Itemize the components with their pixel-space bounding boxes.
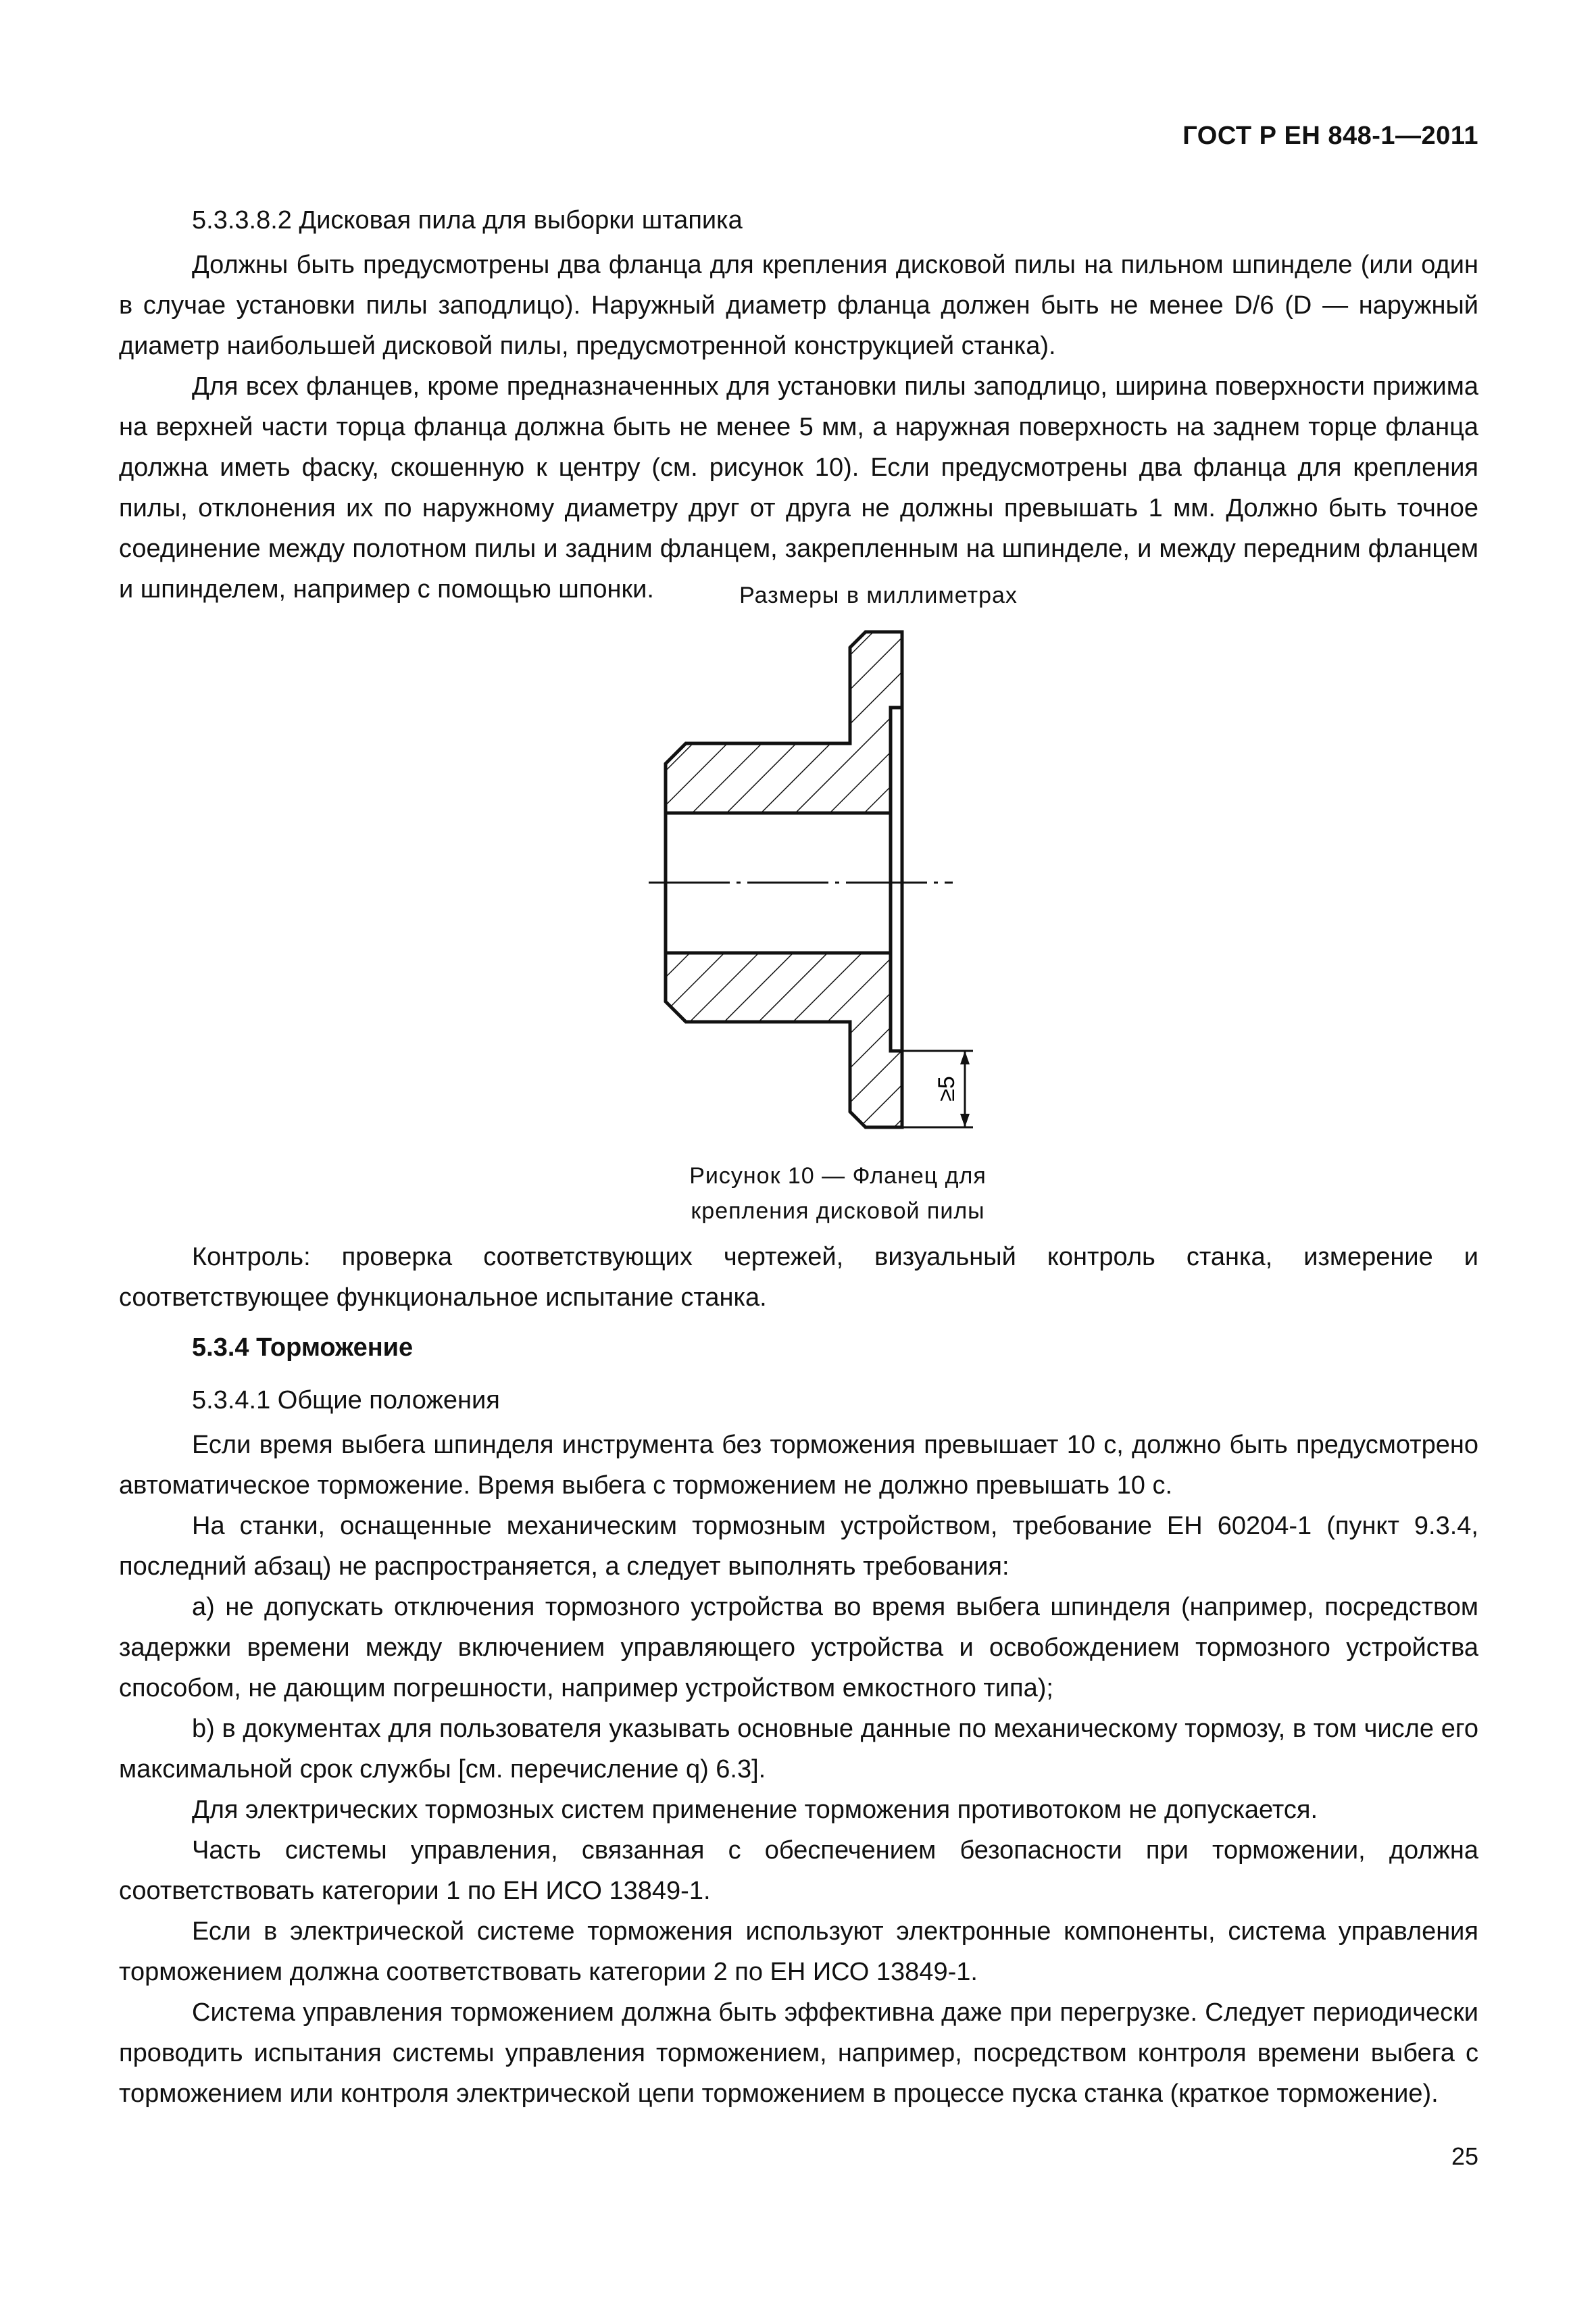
paragraph: Система управления торможением должна быть эффективна даже при перегрузке. Следует периодически проводить испытания системы управления торможением, например, посредством контроля времени выбега с торможением или контроля электрической цепи торможением в процессе пуска станка (краткое торможение). <box>119 1998 1478 2108</box>
section-title: 5.3.3.8.2 Дисковая пила для выборки штапика <box>192 206 743 235</box>
caption-line: крепления дисковой пилы <box>691 1198 985 1224</box>
document-standard-header: ГОСТ Р ЕН 848-1—2011 <box>1182 122 1478 150</box>
flange-lower-section <box>666 953 902 1127</box>
paragraph: На станки, оснащенные механическим тормозным устройством, требование ЕН 60204-1 (пункт 9.3.4, последний абзац) не распространяется, а следует выполнять требования: <box>119 1512 1478 1581</box>
paragraph: Часть системы управления, связанная с обеспечением безопасности при торможении, должна соответствовать категории 1 по ЕН ИСО 13849-1. <box>119 1836 1478 1905</box>
subsection-title: 5.3.4.1 Общие положения <box>192 1386 500 1414</box>
dimension-label: ≥5 <box>934 1076 959 1102</box>
control-paragraph: Контроль: проверка соответствующих чертежей, визуальный контроль станка, измерение и соответствующее функциональное испытание станка. <box>119 1243 1478 1312</box>
flange-figure <box>635 629 1014 1146</box>
section-heading: 5.3.4 Торможение <box>192 1333 414 1362</box>
flange-upper-section <box>666 632 902 813</box>
page-number: 25 <box>1451 2142 1478 2170</box>
caption-line: Рисунок 10 — Фланец для <box>689 1163 987 1189</box>
flange-drawing <box>635 629 1014 1142</box>
flange-face <box>891 708 902 1051</box>
dimensions-note: Размеры в миллиметрах <box>739 583 1018 608</box>
paragraph: b) в документах для пользователя указывать основные данные по механическому тормозу, в том числе его максимальной срок службы [см. перечисление q) 6.3]. <box>119 1715 1478 1783</box>
figure-caption <box>595 1158 1081 1229</box>
paragraph: Для электрических тормозных систем применение торможения противотоком не допускается. <box>192 1796 1318 1824</box>
paragraph: Для всех фланцев, кроме предназначенных для установки пилы заподлицо, ширина поверхности прижима на верхней части торца фланца должна быть не менее 5 мм, а наружная поверхность на заднем торце фланца должна иметь фаску, скошенную к центру (см. рисунок 10). Если предусмотрены два фланца для крепления пилы, отклонения их по наружному диаметру друг от друга не должны превышать 1 мм. Должно быть точное соединение между полотном пилы и задним фланцем, закрепленным на шпинделе, и между передним фланцем и шпинделем, например с помощью шпонки. <box>119 372 1478 604</box>
section-5-3-4 <box>119 1237 1478 2114</box>
paragraph: Должны быть предусмотрены два фланца для крепления дисковой пилы на пильном шпинделе (или один в случае установки пилы заподлицо). Наружный диаметр фланца должен быть не менее D/6 (D — наружный диаметр наибольшей дисковой пилы, предусмотренной конструкцией станка). <box>119 251 1478 360</box>
section-5-3-3-8-2 <box>119 200 1478 610</box>
paragraph: Если в электрической системе торможения используют электронные компоненты, система управления торможением должна соответствовать категории 2 по ЕН ИСО 13849-1. <box>119 1917 1478 1986</box>
paragraph: Если время выбега шпинделя инструмента без торможения превышает 10 с, должно быть предусмотрено автоматическое торможение. Время выбега с торможением не должно превышать 10 с. <box>119 1431 1478 1500</box>
paragraph: a) не допускать отключения тормозного устройства во время выбега шпинделя (например, посредством задержки времени между включением управляющего устройства и освобождением тормозного устройства способом, не дающим погрешности, например устройством емкостного типа); <box>119 1593 1478 1702</box>
